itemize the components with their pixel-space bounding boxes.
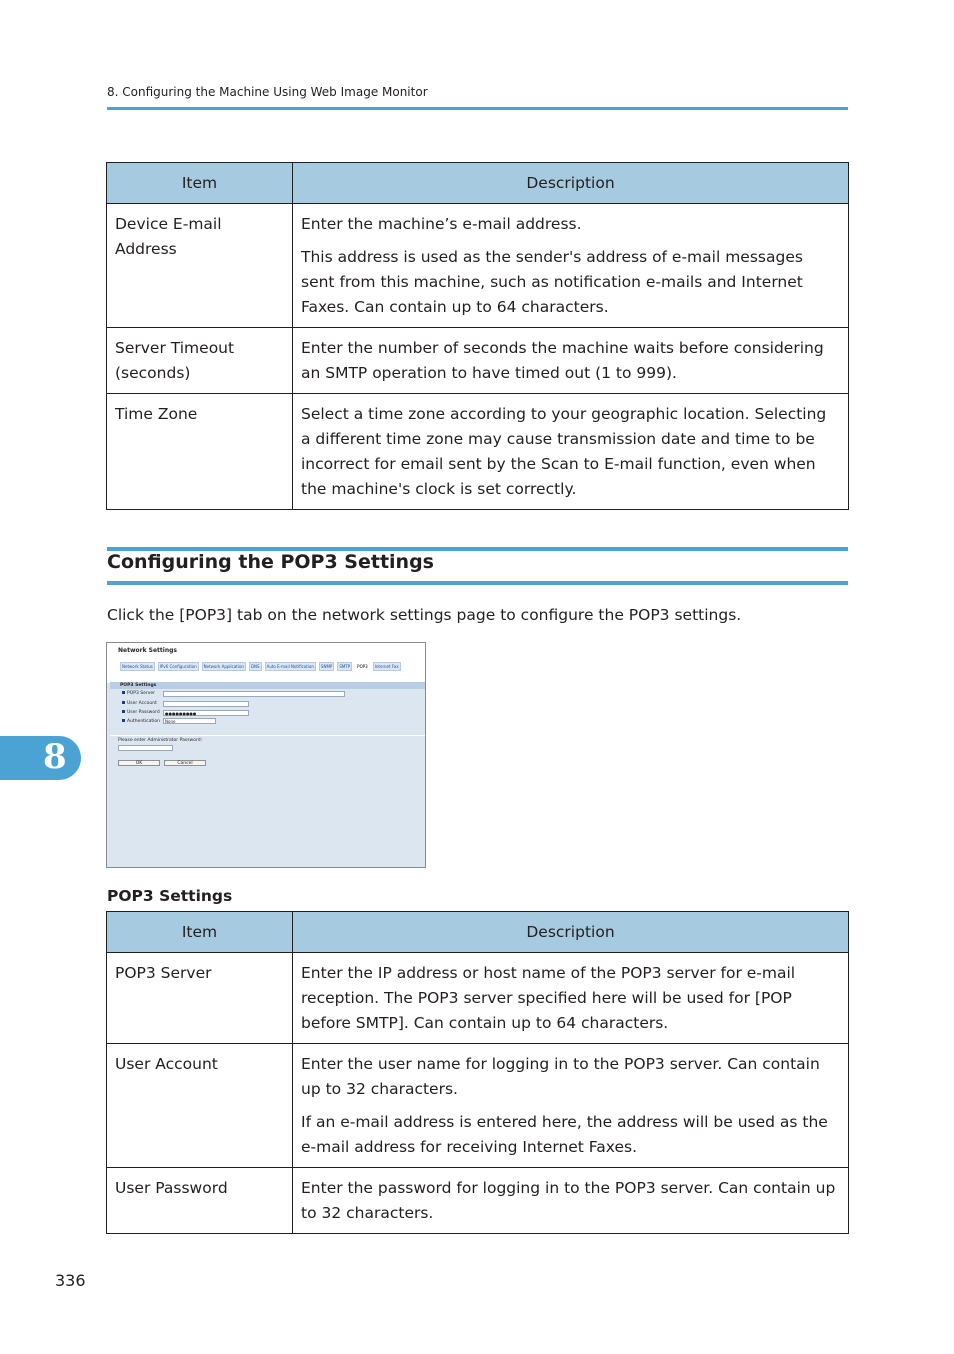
pop3-server-label: POP3 Server — [122, 691, 155, 697]
description-cell — [293, 328, 849, 394]
chapter-tab — [0, 736, 81, 780]
user-password-input[interactable]: ●●●●●●●●● — [163, 710, 249, 716]
table-row — [107, 1044, 849, 1168]
section-rule-bottom — [107, 581, 848, 585]
table-row — [107, 1168, 849, 1234]
item-cell: Server Timeout (seconds) — [107, 328, 293, 394]
admin-password-input[interactable] — [118, 745, 173, 751]
screenshot-divider — [110, 735, 425, 736]
description-text: Enter the number of seconds the machine waits before considering an SMTP operation to have timed out (1 to 999). — [301, 339, 824, 382]
description-cell — [293, 953, 849, 1044]
table-header-row — [107, 163, 849, 204]
tab-internet-fax[interactable]: Internet Fax — [374, 664, 399, 669]
description-text: Enter the IP address or host name of the POP3 server for e-mail reception. The POP3 server specified here will be used for [POP before SMTP]. Can contain up to 64 characters. — [301, 964, 796, 1032]
header-rule — [107, 107, 848, 110]
description-text: Enter the machine’s e-mail address. — [301, 215, 582, 233]
description-text: Select a time zone according to your geographic location. Selecting a different time zone may cause transmission date and time to be incorrect for email sent by the Scan to E-mail function, even when the machine's clock is set correctly. — [301, 405, 827, 498]
table-row — [107, 328, 849, 394]
bullet-icon — [122, 701, 125, 704]
tab-ipv6-configuration[interactable]: IPv6 Configuration — [159, 664, 197, 669]
bullet-icon — [122, 719, 125, 722]
tab-dns[interactable]: DNS — [250, 664, 260, 669]
ok-button[interactable]: OK — [118, 760, 160, 766]
bullet-icon — [122, 691, 125, 694]
running-header: 8. Configuring the Machine Using Web Image Monitor — [107, 85, 428, 99]
item-cell: User Password — [107, 1168, 293, 1234]
pop3-settings-screenshot — [106, 642, 426, 868]
tab-network-status[interactable]: Network Status — [122, 664, 153, 669]
screenshot-tab-bar — [120, 662, 401, 671]
intro-text: Click the [POP3] tab on the network settings page to configure the POP3 settings. — [107, 606, 742, 624]
description-cell — [293, 1044, 849, 1168]
chapter-number: 8 — [43, 737, 67, 777]
item-cell: User Account — [107, 1044, 293, 1168]
column-header-description: Description — [293, 912, 849, 953]
tab-pop3[interactable]: POP3 — [357, 664, 368, 669]
column-header-item: Item — [107, 163, 293, 204]
table-row — [107, 394, 849, 510]
tab-auto-email-notification[interactable]: Auto E-mail Notification — [266, 664, 314, 669]
authentication-select[interactable]: None — [163, 718, 216, 724]
table-header-row — [107, 912, 849, 953]
user-password-label: User Password — [122, 710, 160, 716]
pop3-server-input[interactable] — [163, 691, 345, 697]
item-cell: Device E-mail Address — [107, 204, 293, 328]
authentication-label: Authentication — [122, 719, 160, 725]
table-row — [107, 953, 849, 1044]
pop3-settings-table — [106, 911, 849, 1234]
user-account-input[interactable] — [163, 701, 249, 707]
screenshot-page-title: Network Settings — [118, 647, 177, 654]
cancel-button[interactable]: Cancel — [164, 760, 206, 766]
tab-snmp[interactable]: SNMP — [320, 664, 333, 669]
description-text: This address is used as the sender's address of e-mail messages sent from this machine, such as notification e-mails and Internet Faxes. Can contain up to 64 characters. — [301, 248, 803, 316]
item-cell: POP3 Server — [107, 953, 293, 1044]
description-cell — [293, 204, 849, 328]
description-cell — [293, 1168, 849, 1234]
screenshot-section-title: POP3 Settings — [120, 683, 157, 688]
description-text: Enter the user name for logging in to the POP3 server. Can contain up to 32 characters. — [301, 1055, 820, 1098]
user-account-label: User Account — [122, 701, 157, 707]
column-header-description: Description — [293, 163, 849, 204]
column-header-item: Item — [107, 912, 293, 953]
description-text: Enter the password for logging in to the POP3 server. Can contain up to 32 characters. — [301, 1179, 836, 1222]
tab-smtp[interactable]: SMTP — [339, 664, 351, 669]
table-row — [107, 204, 849, 328]
bullet-icon — [122, 710, 125, 713]
section-title: Configuring the POP3 Settings — [107, 551, 434, 573]
tab-network-application[interactable]: Network Application — [203, 664, 244, 669]
page-number: 336 — [55, 1271, 86, 1290]
screenshot-section-bar — [110, 682, 425, 689]
item-cell: Time Zone — [107, 394, 293, 510]
admin-password-label: Please enter Administrator Password: — [118, 738, 203, 743]
description-cell — [293, 394, 849, 510]
description-text: If an e-mail address is entered here, the address will be used as the e-mail address for receiving Internet Faxes. — [301, 1113, 828, 1156]
table-caption: POP3 Settings — [107, 887, 233, 905]
smtp-settings-table — [106, 162, 849, 510]
